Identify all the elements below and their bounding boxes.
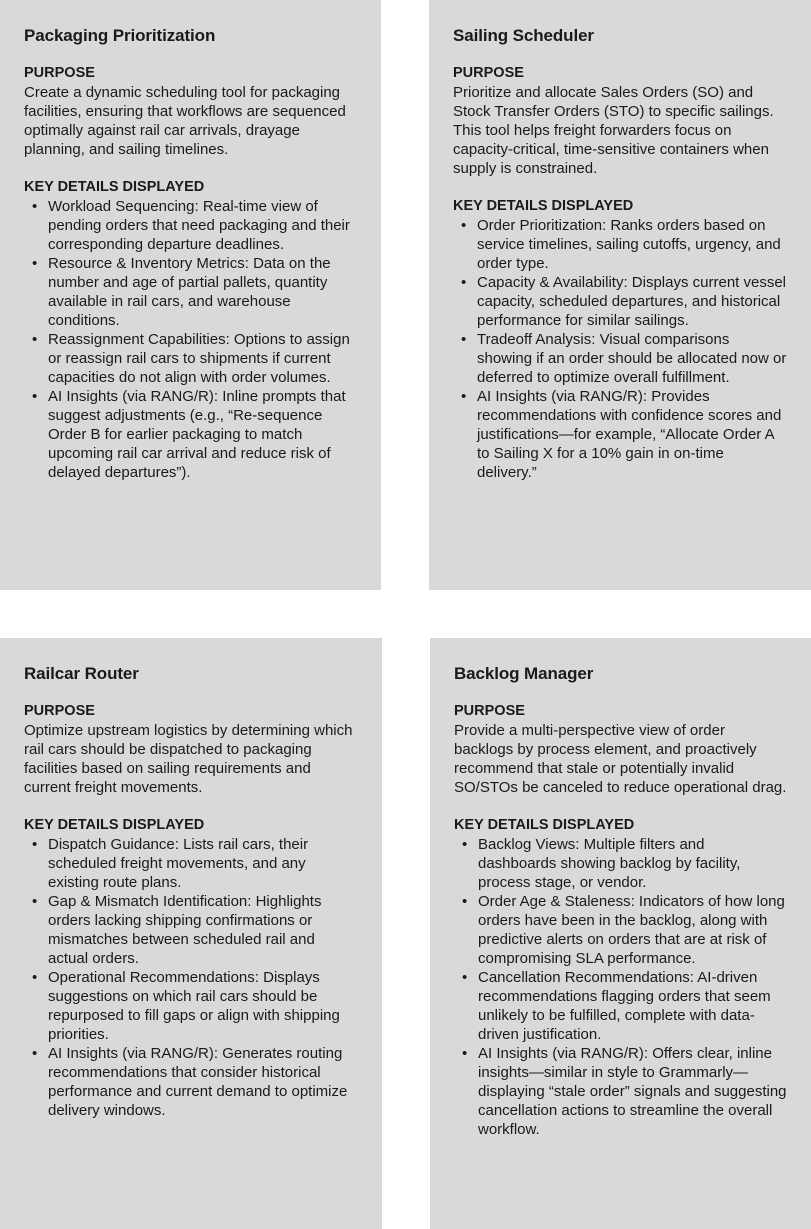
card-backlog-manager xyxy=(430,638,811,1229)
details-list xyxy=(24,835,358,1120)
list-item: • Cancellation Recommendations: AI-driven recommendations flagging orders that seem unlikely to be fulfilled, complete with data-driven justification. xyxy=(478,968,787,1044)
details-label: KEY DETAILS DISPLAYED xyxy=(24,817,205,833)
list-item: • Order Age & Staleness: Indicators of how long orders have been in the backlog, along with predictive alerts on orders that are at risk of compromising SLA performance. xyxy=(478,892,787,968)
details-label: KEY DETAILS DISPLAYED xyxy=(454,817,635,833)
card-railcar-router xyxy=(0,638,382,1229)
list-item: • Backlog Views: Multiple filters and dashboards showing backlog by facility, process stage, or vendor. xyxy=(478,835,787,892)
purpose-label: PURPOSE xyxy=(24,703,95,719)
purpose-label: PURPOSE xyxy=(453,65,524,81)
card-title: Packaging Prioritization xyxy=(24,26,216,45)
details-label: KEY DETAILS DISPLAYED xyxy=(24,179,205,195)
list-item: • AI Insights (via RANG/R): Provides recommendations with confidence scores and justifications—for example, “Allocate Order A to Sailing X for a 10% gain in on-time delivery.” xyxy=(477,387,787,482)
list-item: • Workload Sequencing: Real-time view of pending orders that need packaging and their corresponding departure deadlines. xyxy=(48,197,357,254)
list-item: • Capacity & Availability: Displays current vessel capacity, scheduled departures, and historical performance for similar sailings. xyxy=(477,273,787,330)
details-list xyxy=(453,216,787,482)
purpose-text: Create a dynamic scheduling tool for packaging facilities, ensuring that workflows are sequenced optimally against rail car arrivals, drayage planning, and sailing timelines. xyxy=(24,84,346,158)
list-item: • Gap & Mismatch Identification: Highlights orders lacking shipping confirmations or mismatches between scheduled rail and actual orders. xyxy=(48,892,358,968)
card-title: Backlog Manager xyxy=(454,664,594,683)
list-item: • Dispatch Guidance: Lists rail cars, their scheduled freight movements, and any existing route plans. xyxy=(48,835,358,892)
card-title: Railcar Router xyxy=(24,664,139,683)
list-item: • Operational Recommendations: Displays suggestions on which rail cars should be repurposed to fill gaps or align with shipping priorities. xyxy=(48,968,358,1044)
details-list xyxy=(454,835,787,1139)
details-list xyxy=(24,197,357,482)
card-packaging-prioritization xyxy=(0,0,381,590)
list-item: • AI Insights (via RANG/R): Generates routing recommendations that consider historical performance and current demand to optimize delivery windows. xyxy=(48,1044,358,1120)
purpose-label: PURPOSE xyxy=(454,703,525,719)
purpose-label: PURPOSE xyxy=(24,65,95,81)
purpose-text: Optimize upstream logistics by determining which rail cars should be dispatched to packaging facilities based on sailing requirements and current freight movements. xyxy=(24,722,353,796)
list-item: • Tradeoff Analysis: Visual comparisons showing if an order should be allocated now or deferred to optimize overall fulfillment. xyxy=(477,330,787,387)
list-item: • Order Prioritization: Ranks orders based on service timelines, sailing cutoffs, urgency, and order type. xyxy=(477,216,787,273)
card-title: Sailing Scheduler xyxy=(453,26,594,45)
list-item: • Reassignment Capabilities: Options to assign or reassign rail cars to shipments if current capacities do not align with order volumes. xyxy=(48,330,357,387)
list-item: • Resource & Inventory Metrics: Data on the number and age of partial pallets, quantity available in rail cars, and warehouse conditions. xyxy=(48,254,357,330)
list-item: • AI Insights (via RANG/R): Offers clear, inline insights—similar in style to Grammarly—displaying “stale order” signals and suggesting cancellation actions to streamline the overall workflow. xyxy=(478,1044,787,1139)
purpose-text: Prioritize and allocate Sales Orders (SO) and Stock Transfer Orders (STO) to specific sailings. This tool helps freight forwarders focus on capacity-critical, time-sensitive containers when supply is constrained. xyxy=(453,84,774,177)
card-sailing-scheduler xyxy=(429,0,811,590)
purpose-text: Provide a multi-perspective view of order backlogs by process element, and proactively recommend that stale or potentially invalid SO/STOs be canceled to reduce operational drag. xyxy=(454,722,787,796)
list-item: • AI Insights (via RANG/R): Inline prompts that suggest adjustments (e.g., “Re-sequence Order B for earlier packaging to match upcoming rail car arrival and reduce risk of delayed departures”). xyxy=(48,387,357,482)
details-label: KEY DETAILS DISPLAYED xyxy=(453,198,634,214)
